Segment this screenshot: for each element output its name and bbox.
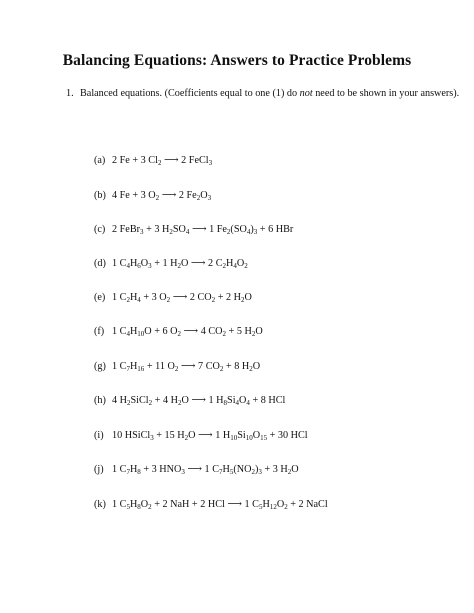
- formula-subscript: 4: [137, 296, 141, 304]
- answer-item-k: [94, 499, 328, 511]
- formula-text: O: [140, 499, 149, 510]
- formula-text: + 2 NaH + 2 HCl ⟶ 1 C: [151, 499, 259, 510]
- formula-text: 2 Fe + 3 Cl: [112, 155, 158, 166]
- formula-subscript: 2: [240, 296, 245, 304]
- balanced-equation: [112, 224, 293, 235]
- answer-label: (f): [94, 326, 105, 337]
- formula-text: + 2 H: [215, 292, 241, 303]
- formula-text: + 8 H: [223, 361, 250, 372]
- formula-text: 1 C: [112, 361, 127, 372]
- formula-text: + 3 HNO: [140, 464, 182, 475]
- formula-subscript: 7: [126, 365, 130, 373]
- formula-text: ⟶ 1 Fe: [189, 224, 227, 235]
- formula-subscript: 7: [126, 468, 130, 476]
- answer-item-d: [94, 258, 248, 270]
- formula-text: H: [222, 464, 230, 475]
- formula-subscript: 2: [177, 262, 181, 270]
- balanced-equation: [112, 499, 328, 510]
- formula-subscript: 4: [185, 228, 190, 236]
- formula-text: O: [200, 190, 208, 201]
- formula-subscript: 8: [137, 503, 141, 511]
- formula-text: ⟶ 1 C: [184, 464, 219, 475]
- formula-subscript: 2: [251, 330, 256, 338]
- formula-text: O: [252, 361, 261, 372]
- formula-text: O: [140, 258, 149, 269]
- formula-subscript: 2: [249, 365, 253, 373]
- answer-label: (a): [94, 155, 106, 166]
- formula-subscript: 2: [222, 262, 226, 270]
- formula-text: O ⟶ 1 H: [188, 430, 231, 441]
- formula-text: 4 Fe + 3 O: [112, 190, 156, 201]
- balanced-equation: [112, 395, 285, 406]
- formula-text: ⟶ 2 Fe: [159, 190, 197, 201]
- formula-subscript: 8: [223, 399, 228, 407]
- formula-text: O: [252, 430, 261, 441]
- formula-subscript: 2: [196, 194, 201, 202]
- formula-subscript: 3: [208, 159, 213, 167]
- formula-text: + 3 H: [143, 224, 170, 235]
- formula-text: H: [129, 292, 138, 303]
- formula-subscript: 2: [284, 503, 288, 511]
- formula-subscript: 2: [184, 434, 189, 442]
- formula-subscript: 2: [219, 365, 224, 373]
- formula-subscript: 3: [181, 468, 185, 476]
- answer-item-c: [94, 224, 293, 236]
- answer-item-h: [94, 395, 285, 407]
- formula-text: + 15 H: [153, 430, 185, 441]
- formula-subscript: 2: [169, 228, 173, 236]
- formula-text: O ⟶ 1 H: [181, 395, 224, 406]
- formula-subscript: 16: [137, 365, 145, 373]
- formula-text: O: [244, 292, 252, 303]
- formula-subscript: 3: [148, 262, 152, 270]
- formula-text: H: [129, 464, 138, 475]
- formula-text: + 3 O: [140, 292, 167, 303]
- formula-subscript: 2: [148, 503, 152, 511]
- formula-subscript: 2: [127, 399, 131, 407]
- formula-text: (NO: [233, 464, 252, 475]
- formula-subscript: 2: [177, 399, 182, 407]
- question-emphasis: not: [299, 88, 313, 99]
- answer-item-f: [94, 326, 263, 338]
- formula-text: + 4 H: [152, 395, 178, 406]
- answer-label: (i): [94, 430, 104, 441]
- formula-text: H: [262, 499, 270, 510]
- formula-text: SO: [172, 224, 186, 235]
- formula-text: ⟶ 2 FeCl: [161, 155, 209, 166]
- answer-item-g: [94, 361, 260, 373]
- formula-subscript: 2: [226, 228, 231, 236]
- formula-subscript: 2: [251, 468, 255, 476]
- formula-subscript: 3: [150, 434, 154, 442]
- formula-text: 4 H: [112, 395, 127, 406]
- answer-label: (d): [94, 258, 106, 269]
- formula-text: 10 HSiCl: [112, 430, 151, 441]
- formula-text: ⟶ 2 CO: [170, 292, 212, 303]
- formula-text: O: [276, 499, 285, 510]
- answer-label: (h): [94, 395, 106, 406]
- balanced-equation: [112, 326, 263, 337]
- balanced-equation: [112, 190, 211, 201]
- balanced-equation: [112, 361, 260, 372]
- formula-subscript: 2: [155, 194, 160, 202]
- formula-text: + 3 H: [261, 464, 288, 475]
- answer-item-b: [94, 190, 211, 202]
- balanced-equation: [112, 258, 248, 269]
- formula-text: O + 6 O: [144, 326, 178, 337]
- balanced-equation: [112, 292, 252, 303]
- question-text-before: Balanced equations. (Coefficients equal to one (1) do: [80, 88, 300, 99]
- formula-text: ): [250, 224, 254, 235]
- formula-subscript: 5: [229, 468, 234, 476]
- formula-text: Si: [227, 395, 236, 406]
- formula-subscript: 12: [269, 503, 277, 511]
- formula-subscript: 7: [219, 468, 223, 476]
- answer-label: (b): [94, 190, 106, 201]
- question-1: [66, 88, 466, 99]
- formula-text: O: [255, 326, 263, 337]
- formula-subscript: 4: [235, 399, 240, 407]
- formula-subscript: 4: [126, 262, 130, 270]
- formula-text: O ⟶ 2 C: [181, 258, 223, 269]
- formula-subscript: 10: [230, 434, 238, 442]
- formula-subscript: 2: [166, 296, 171, 304]
- formula-text: H: [129, 499, 138, 510]
- formula-text: H: [129, 258, 138, 269]
- formula-subscript: 2: [157, 159, 162, 167]
- formula-text: O: [291, 464, 299, 475]
- answer-item-a: [94, 155, 212, 167]
- answer-label: (g): [94, 361, 106, 372]
- answer-item-i: [94, 430, 308, 442]
- balanced-equation: [112, 430, 308, 441]
- formula-text: Si: [237, 430, 246, 441]
- formula-subscript: 10: [137, 330, 145, 338]
- formula-text: SiCl: [130, 395, 149, 406]
- formula-text: + 30 HCl: [267, 430, 308, 441]
- formula-text: O: [239, 395, 247, 406]
- question-text-after: need to be shown in your answers).: [312, 88, 460, 99]
- formula-subscript: 5: [126, 503, 130, 511]
- formula-subscript: 3: [258, 468, 262, 476]
- formula-text: ): [254, 464, 259, 475]
- balanced-equation: [112, 464, 299, 475]
- formula-text: O: [236, 258, 245, 269]
- formula-text: 1 C: [112, 326, 127, 337]
- formula-subscript: 2: [148, 399, 153, 407]
- formula-subscript: 15: [260, 434, 268, 442]
- formula-text: 2 FeBr: [112, 224, 141, 235]
- formula-text: H: [129, 326, 138, 337]
- answer-label: (e): [94, 292, 106, 303]
- question-number: 1.: [66, 88, 74, 99]
- formula-subscript: 2: [244, 262, 248, 270]
- answer-item-e: [94, 292, 252, 304]
- formula-subscript: 8: [137, 468, 141, 476]
- answer-label: (k): [94, 499, 106, 510]
- formula-text: ⟶ 7 CO: [178, 361, 220, 372]
- formula-subscript: 2: [126, 296, 130, 304]
- answer-label: (j): [94, 464, 104, 475]
- formula-text: + 2 NaCl: [287, 499, 328, 510]
- answer-label: (c): [94, 224, 106, 235]
- formula-subscript: 4: [126, 330, 130, 338]
- formula-subscript: 2: [177, 330, 181, 338]
- formula-text: 1 C: [112, 464, 127, 475]
- page-title: Balancing Equations: Answers to Practice Problems: [62, 52, 412, 69]
- formula-text: + 6 HBr: [257, 224, 294, 235]
- formula-text: + 8 HCl: [249, 395, 286, 406]
- formula-subscript: 2: [211, 296, 216, 304]
- formula-subscript: 5: [258, 503, 263, 511]
- formula-text: 1 C: [112, 499, 127, 510]
- answer-item-j: [94, 464, 299, 476]
- formula-subscript: 4: [233, 262, 237, 270]
- formula-subscript: 6: [137, 262, 141, 270]
- formula-subscript: 3: [207, 194, 212, 202]
- formula-text: + 1 H: [151, 258, 178, 269]
- formula-subscript: 4: [246, 399, 250, 407]
- formula-text: 1 C: [112, 292, 127, 303]
- formula-text: H: [129, 361, 138, 372]
- formula-text: (SO: [230, 224, 247, 235]
- formula-subscript: 2: [174, 365, 179, 373]
- formula-subscript: 2: [222, 330, 226, 338]
- formula-subscript: 10: [245, 434, 253, 442]
- formula-subscript: 4: [246, 228, 251, 236]
- formula-text: ⟶ 4 CO: [181, 326, 223, 337]
- balanced-equation: [112, 155, 212, 166]
- formula-text: H: [226, 258, 234, 269]
- formula-text: 1 C: [112, 258, 127, 269]
- formula-subscript: 3: [140, 228, 144, 236]
- formula-text: + 5 H: [226, 326, 252, 337]
- formula-subscript: 2: [287, 468, 292, 476]
- formula-text: + 11 O: [144, 361, 175, 372]
- formula-subscript: 3: [253, 228, 258, 236]
